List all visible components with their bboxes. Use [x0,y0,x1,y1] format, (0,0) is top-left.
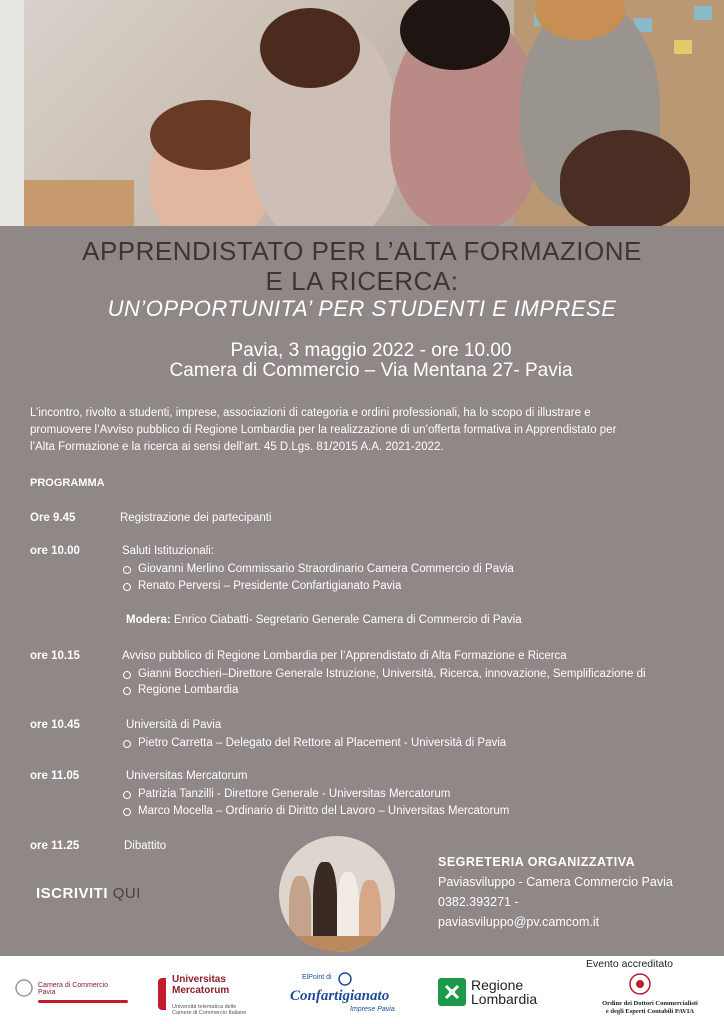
title-line-3: UN’OPPORTUNITA’ PER STUDENTI E IMPRESE [107,296,617,321]
header-photo [0,0,724,226]
program-time: Ore 9.45 [30,512,76,524]
title-line-2: E LA RICERCA: [265,266,459,296]
iscriviti-qui-link[interactable]: ISCRIVITI QUI [36,885,141,902]
students-circle-photo [279,836,395,952]
program-time: ore 11.05 [30,770,80,782]
programma-heading: PROGRAMMA [30,477,105,489]
event-location: Camera di Commercio – Via Mentana 27- Pavia [169,360,573,381]
segreteria-organizzativa: SEGRETERIA ORGANIZZATIVA Paviasviluppo - Camera Commercio Pavia 0382.393271 - paviasviluppo@pv.camcom.it [438,852,673,932]
intro-paragraph: L’incontro, rivolto a studenti, imprese, associazioni di categoria e ordini professionali, ha lo scopo di illustrare e promuovere l’Avviso pubblico di Regione Lombardia per la realizzazione di un’offerta formativa in Apprendistato per l’Alta Formazione e la ricerca ai sensi dell’art. 45 D.Lgs. 81/2015 A.A. 2021-2022. [30,407,617,453]
program-label: Registrazione dei partecipanti [120,512,272,524]
program-bullet: Marco Mocella – Ordinario di Diritto del Lavoro – Universitas Mercatorum [138,805,510,817]
program-bullet: Patrizia Tanzilli - Direttore Generale - Universitas Mercatorum [138,788,451,800]
event-date-time: Pavia, 3 maggio 2022 - ore 10.00 [230,340,512,361]
footer-logos: Camera di Commercio Pavia Universitas Mercatorum Università telematica delle Camere di Commercio Italiane ElPoint di Confartigianato Imprese Pavia Regione Lombardia Evento accreditato Ordine dei Dottori Commercialisti e degli Esperti Contabili PAVIA [0,956,724,1024]
program-label: Dibattito [124,840,167,852]
program-time: ore 10.45 [30,719,80,731]
program-label: Avviso pubblico di Regione Lombardia per l’Apprendistato di Alta Formazione e Ricerca [122,650,567,662]
program-time: ore 10.15 [30,650,80,662]
email-link[interactable]: paviasviluppo@pv.camcom.it [438,915,600,929]
program-label: Saluti Istituzionali: [122,545,215,557]
program-bullet: Gianni Bocchieri–Direttore Generale Istruzione, Università, Ricerca, innovazione, Semplificazione di [138,668,646,680]
program-bullet-cont: Regione Lombardia [138,684,239,696]
moderator-line: Modera: Enrico Ciabatti- Segretario Generale Camera di Commercio di Pavia [126,614,522,626]
program-bullet: Pietro Carretta – Delegato del Rettore al Placement - Università di Pavia [138,737,507,749]
program-time: ore 11.25 [30,840,80,852]
program-time: ore 10.00 [30,545,80,557]
program-bullet: Giovanni Merlino Commissario Straordinario Camera Commercio di Pavia [138,563,514,575]
program-label: Università di Pavia [126,719,222,731]
program-label: Universitas Mercatorum [126,770,248,782]
program-bullet: Renato Perversi – Presidente Confartigianato Pavia [138,580,402,592]
title-line-1: APPRENDISTATO PER L’ALTA FORMAZIONE [82,236,642,266]
